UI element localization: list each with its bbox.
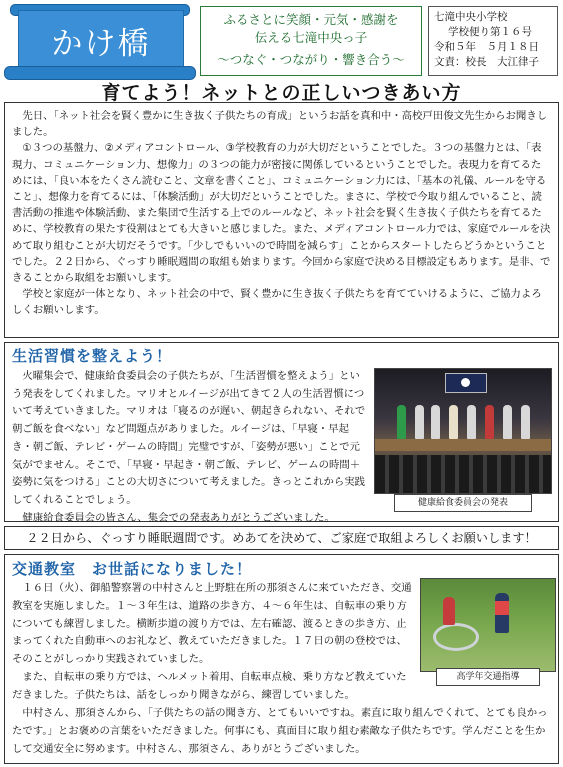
habit-article-body: [12, 368, 368, 527]
slogan-line-2: 伝える七滝中央っ子: [254, 30, 368, 45]
slogan-line-1: ふるさとに笑顔・元気・感謝を: [223, 12, 399, 27]
intro-paragraph-1: 先日、「ネット社会を賢く豊かに生き抜く子供たちの育成」というお話を真和中・高校戸田俊文先生からお聞きしました。: [12, 110, 548, 139]
audience-silhouettes: [375, 455, 551, 493]
traffic-article-body-bottom: [12, 705, 552, 758]
traffic-article-body-top: [12, 580, 416, 705]
flag-graphic: [445, 373, 487, 393]
sleep-week-notice: ２２日から、ぐっすり睡眠週間です。めあてを決めて、ご家庭で取組よろしくお願いします！: [4, 526, 559, 550]
school-slogan-box: [200, 6, 422, 76]
stage-floor: [375, 439, 551, 451]
issue-author: 文責：校長 大江律子: [434, 56, 539, 68]
habit-heading: 生活習慣を整えよう！: [12, 347, 173, 365]
student-figure: [485, 405, 494, 439]
traffic-heading: 交通教室 お世話になりました！: [12, 560, 253, 578]
traffic-paragraph-1: １６日（火）、御船警察署の中村さんと上野駐在所の那須さんに来ていただき、交通教室を実施しました。１〜３年生は、道路の歩き方、４〜６年生は、自転車の乗り方についても練習しました。横断歩道の渡り方では、左右確認、渡るときの歩き方、止まってくれた自動車へのお礼など、教えていただきました。１７日の朝の登校では、そのことがしっかり実践されていました。: [12, 582, 412, 666]
student-figure: [397, 405, 406, 439]
assembly-photo-caption: 健康給食委員会の発表: [394, 494, 532, 512]
habit-paragraph-1: 火曜集会で、健康給食委員会の子供たちが、「生活習慣を整えよう」という発表をしてくれました。マリオとルイージが出てきて２人の生活習慣について考えていきました。マリオは「寝るのが遅い、朝起きられない、それで朝ご飯を食べない」など問題点がありました。ルイージは、「早寝・早起き・朝ご飯、テレビ・ゲームの時間」完璧ですが、「姿勢が悪い」ことで元気がでません。そこで、「早寝・早起き・朝ご飯、テレビ、ゲームの時間＋姿勢に気をつける」ことの大切さについて考えました。きっとこれから実践してくれることでしょう。: [12, 370, 366, 506]
slogan-line-3: 〜つなぐ・つながり・響き合う〜: [217, 52, 405, 67]
page-headline: 育てよう！ネットとの正しいつきあい方: [101, 82, 462, 104]
newsletter-title: かけ橋: [51, 25, 151, 62]
traffic-lesson-photo: [420, 578, 556, 672]
school-name: 七滝中央小学校: [434, 11, 508, 23]
student-figure: [521, 405, 530, 439]
officer-vest: [495, 601, 509, 615]
student-figure: [467, 405, 476, 439]
newsletter-title-banner: [4, 4, 194, 84]
student-figure: [503, 405, 512, 439]
intro-paragraph-2: ①３つの基盤力、②メディアコントロール、③学校教育の力が大切だということでした。３つの基盤力とは、「表現力、コミュニケーション力、想像力」の３つの能力が密接に関係しているということでした。表現力を育てるためには、「良い本をたくさん読むこと、文章を書くこと」、コミュニケーション力には、「基本の礼儀、ルールを守ること」、想像力を育てるには、「体験活動」が大切だということでした。まさに、学校で今取り組んでいること、読書活動の推進や体験活動、また集団で生活する上でのルールなど、ネット社会を賢く生き抜く子供たちを育てるために、学校教育の果たす役割はとても大きいと感じました。また、メディアコントロール力では、家庭でルールを決めて取り組むことが大切だそうです。「少しでもいいので時間を減らす」ことからスタートしたらどうかということでした。２２日から、ぐっすり睡眠週間の取組も始まります。今回から家庭で決める目標設定もあります。是非、できることから取組をお願いします。: [12, 142, 551, 285]
habit-paragraph-2: 健康給食委員会の皆さん、集会での発表ありがとうございました。: [22, 511, 335, 524]
bicycle-graphic: [433, 623, 479, 651]
issue-date: 令和５年 ５月１８日: [434, 41, 539, 53]
student-figure: [415, 405, 424, 439]
student-figure: [431, 405, 440, 439]
traffic-paragraph-2: また、自転車の乗り方では、ヘルメット着用、自転車点検、乗り方など教えていただきました。子供たちは、話をしっかり聞きながら、練習していました。: [12, 670, 407, 701]
title-banner-body: [18, 10, 184, 70]
intro-paragraph-3: 学校と家庭が一体となり、ネット社会の中で、賢く豊かに生き抜く子供たちを育てていけるように、ご協力よろしくお願いします。: [12, 288, 542, 317]
assembly-photo: [374, 368, 552, 494]
issue-number: 学校便り第１６号: [448, 26, 532, 38]
student-rider-figure: [443, 597, 455, 625]
issue-info-box: [428, 6, 558, 76]
traffic-paragraph-3: 中村さん、那須さんから、「子供たちの話の聞き方、とてもいいですね。素直に取り組んでくれて、とても良かったです。」とお褒めの言葉をいただきました。何事にも、真面目に取り組む素敵な子供たちです。学んだことを生かして交通安全に努めます。中村さん、那須さん、ありがとうございました。: [12, 707, 548, 755]
net-society-article: [4, 102, 559, 338]
student-figure: [449, 405, 458, 439]
traffic-photo-caption: 高学年交通指導: [436, 668, 540, 686]
